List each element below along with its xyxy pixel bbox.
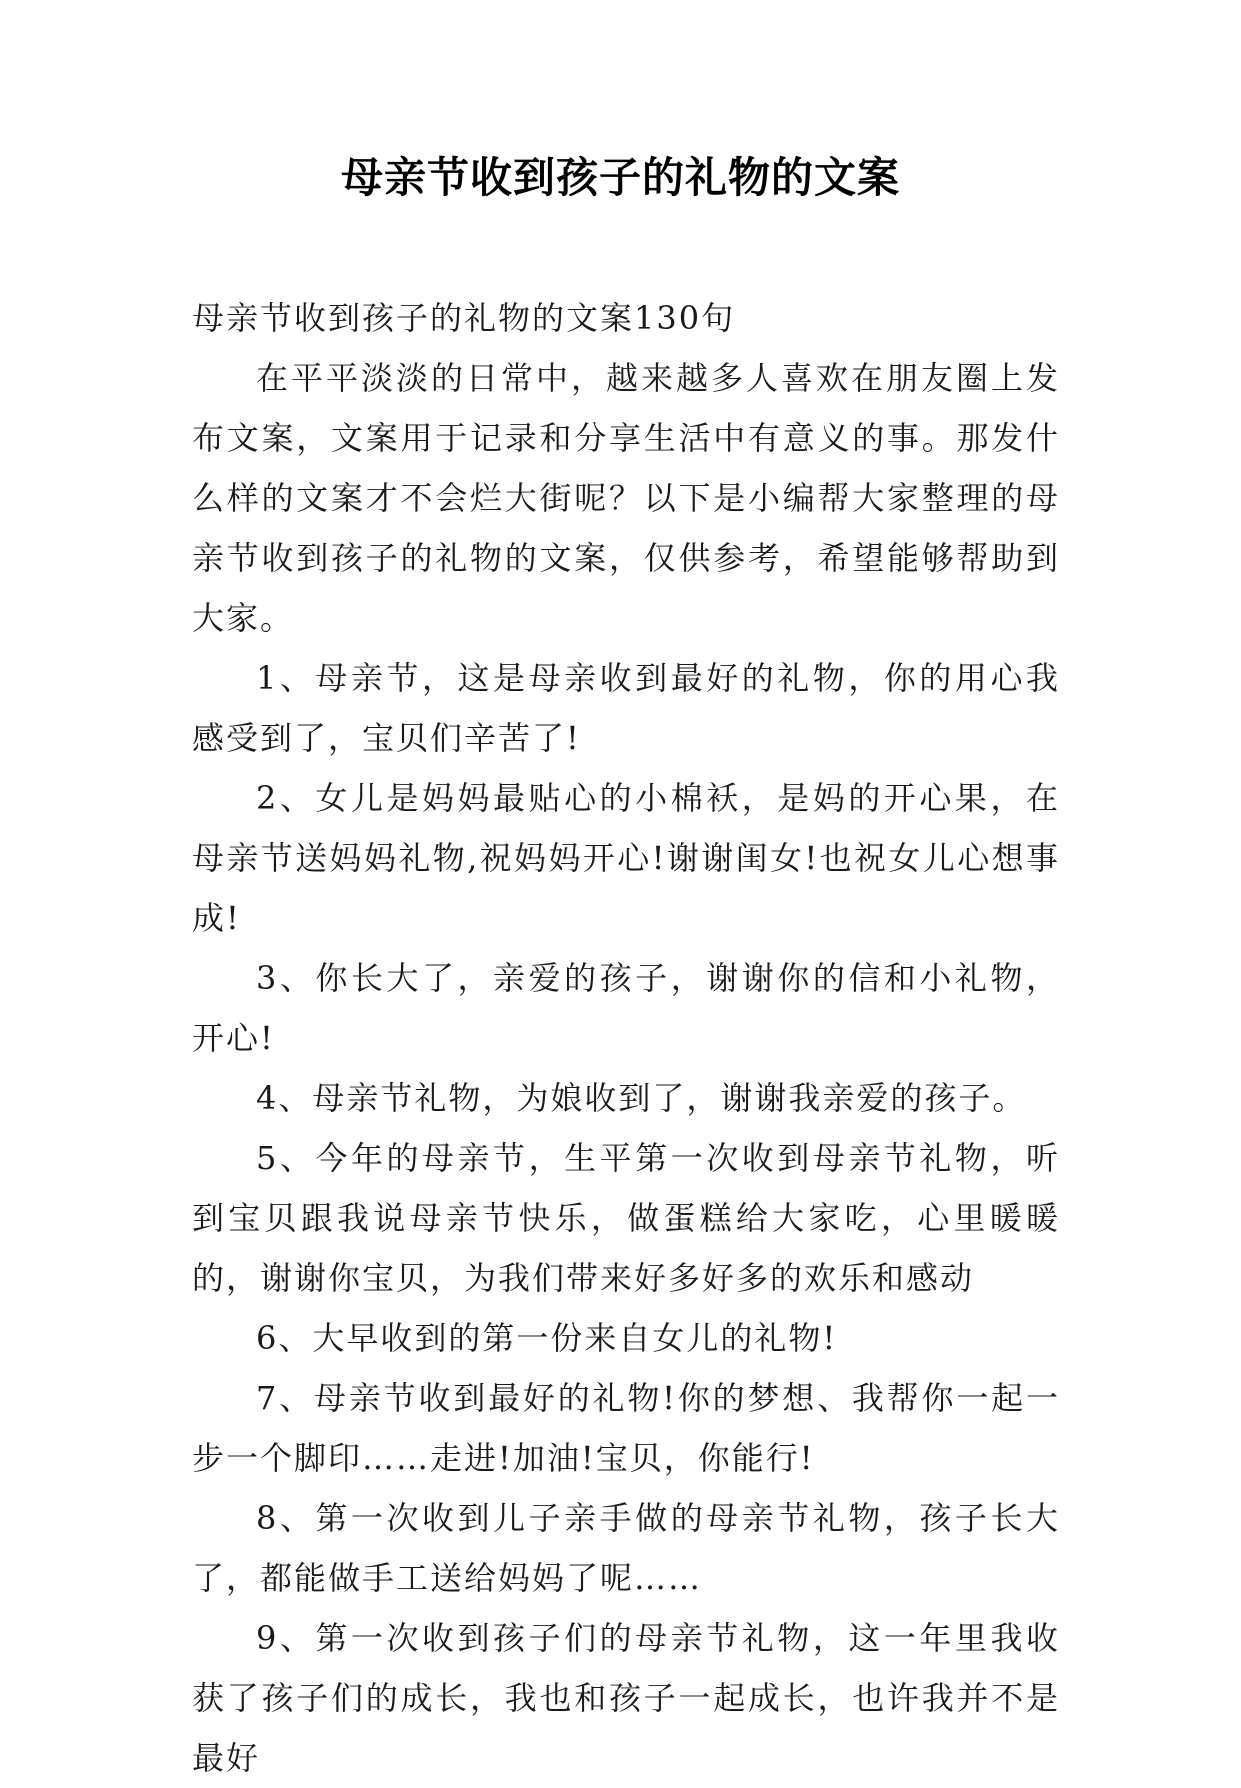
list-item: 4、母亲节礼物，为娘收到了，谢谢我亲爱的孩子。 [256,1079,1027,1117]
list-item: 3、你长大了，亲爱的孩子，谢谢你的信和小礼物，开心! [192,959,1060,1057]
list-item: 5、今年的母亲节，生平第一次收到母亲节礼物，听到宝贝跟我说母亲节快乐，做蛋糕给大家吃，心里暖暖的，谢谢你宝贝，为我们带来好多好多的欢乐和感动 [192,1139,1060,1297]
document-subtitle: 母亲节收到孩子的礼物的文案130句 [192,299,736,337]
list-item: 9、第一次收到孩子们的母亲节礼物，这一年里我收获了孩子们的成长，我也和孩子一起成长，也许我并不是最好 [192,1619,1060,1777]
document-body [192,288,1060,1788]
list-item: 7、母亲节收到最好的礼物!你的梦想、我帮你一起一步一个脚印……走进!加油!宝贝，你能行! [192,1379,1060,1477]
list-item: 8、第一次收到儿子亲手做的母亲节礼物，孩子长大了，都能做手工送给妈妈了呢…… [192,1499,1060,1597]
list-item: 2、女儿是妈妈最贴心的小棉袄，是妈的开心果，在母亲节送妈妈礼物,祝妈妈开心!谢谢闺女!也祝女儿心想事成! [192,779,1060,937]
intro-paragraph: 在平平淡淡的日常中，越来越多人喜欢在朋友圈上发布文案，文案用于记录和分享生活中有意义的事。那发什么样的文案才不会烂大街呢？以下是小编帮大家整理的母亲节收到孩子的礼物的文案，仅供参考，希望能够帮助到大家。 [192,359,1060,637]
list-item: 6、大早收到的第一份来自女儿的礼物! [256,1319,838,1357]
document-title: 母亲节收到孩子的礼物的文案 [340,153,900,202]
list-item: 1、母亲节，这是母亲收到最好的礼物，你的用心我感受到了，宝贝们辛苦了! [192,659,1060,757]
